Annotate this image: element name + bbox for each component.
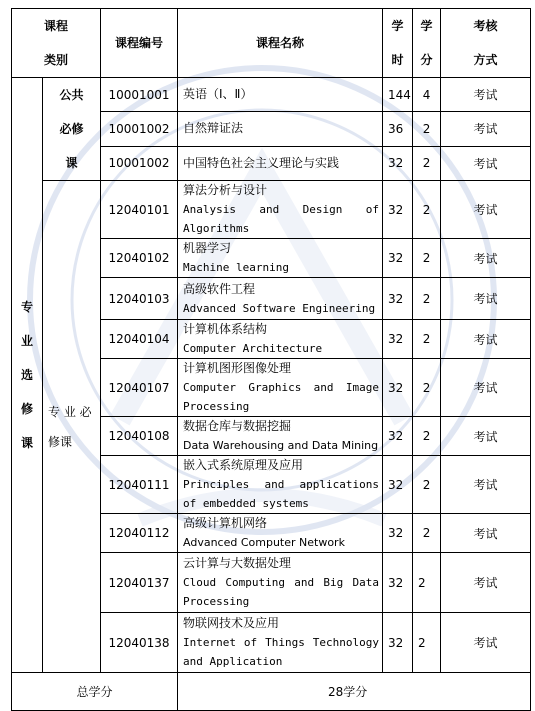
course-assessment: 考试 — [441, 239, 531, 278]
course-credits: 2 — [413, 613, 441, 673]
course-code: 10001002 — [101, 112, 178, 146]
table-row — [12, 181, 531, 239]
course-hours: 32 — [383, 146, 413, 180]
course-hours: 36 — [383, 112, 413, 146]
course-hours: 32 — [383, 181, 413, 239]
header-name: 课程名称 — [178, 9, 383, 78]
course-assessment: 考试 — [441, 320, 531, 359]
course-code: 10001002 — [101, 146, 178, 180]
course-assessment: 考试 — [441, 456, 531, 514]
header-assessment: 考核 方式 — [441, 9, 531, 78]
header-category: 课程 类别 — [12, 9, 101, 78]
course-hours: 32 — [383, 278, 413, 320]
course-credits: 2 — [413, 112, 441, 146]
course-code: 10001001 — [101, 78, 178, 112]
course-code: 12040101 — [101, 181, 178, 239]
course-hours: 32 — [383, 553, 413, 613]
course-hours: 32 — [383, 239, 413, 278]
course-credits: 2 — [413, 456, 441, 514]
course-name: 英语（Ⅰ、Ⅱ） — [178, 78, 383, 112]
course-hours: 32 — [383, 417, 413, 456]
course-assessment: 考试 — [441, 613, 531, 673]
course-code: 12040103 — [101, 278, 178, 320]
header-row — [12, 9, 531, 78]
course-assessment: 考试 — [441, 146, 531, 180]
curriculum-table — [11, 8, 531, 711]
course-name: 计算机图形图像处理 Computer Graphics and Image Processing — [178, 359, 383, 417]
total-credits-value: 28学分 — [178, 673, 531, 711]
course-assessment: 考试 — [441, 112, 531, 146]
course-credits: 2 — [413, 359, 441, 417]
course-code: 12040112 — [101, 514, 178, 553]
header-hours: 学 时 — [383, 9, 413, 78]
course-name: 算法分析与设计 Analysis and Design of Algorithms — [178, 181, 383, 239]
course-code: 12040104 — [101, 320, 178, 359]
course-hours: 32 — [383, 456, 413, 514]
table-row — [12, 78, 531, 112]
course-code: 12040137 — [101, 553, 178, 613]
course-assessment: 考试 — [441, 417, 531, 456]
course-assessment: 考试 — [441, 359, 531, 417]
course-assessment: 考试 — [441, 514, 531, 553]
course-credits: 2 — [413, 181, 441, 239]
course-assessment: 考试 — [441, 181, 531, 239]
course-hours: 32 — [383, 359, 413, 417]
course-credits: 2 — [413, 278, 441, 320]
course-name: 云计算与大数据处理 Cloud Computing and Big Data Processing — [178, 553, 383, 613]
course-code: 12040102 — [101, 239, 178, 278]
course-credits: 2 — [413, 553, 441, 613]
group-major-required: 专 业 必 修课 — [43, 181, 101, 673]
course-assessment: 考试 — [441, 553, 531, 613]
course-name: 中国特色社会主义理论与实践 — [178, 146, 383, 180]
course-name: 物联网技术及应用 Internet of Things Technology and Application — [178, 613, 383, 673]
course-credits: 4 — [413, 78, 441, 112]
course-code: 12040108 — [101, 417, 178, 456]
course-hours: 32 — [383, 514, 413, 553]
course-assessment: 考试 — [441, 78, 531, 112]
course-name: 计算机体系结构 Computer Architecture — [178, 320, 383, 359]
course-assessment: 考试 — [441, 278, 531, 320]
course-name: 机器学习 Machine learning — [178, 239, 383, 278]
group-public-required: 公共 必修 课 — [43, 78, 101, 181]
group-major-elective: 专 业 选 修 课 — [12, 78, 43, 673]
course-code: 12040111 — [101, 456, 178, 514]
header-code: 课程编号 — [101, 9, 178, 78]
course-credits: 2 — [413, 320, 441, 359]
course-name: 数据仓库与数据挖掘 Data Warehousing and Data Mining — [178, 417, 383, 456]
course-name: 自然辩证法 — [178, 112, 383, 146]
total-row — [12, 673, 531, 711]
course-name: 嵌入式系统原理及应用 Principles and applications of embedded systems — [178, 456, 383, 514]
course-hours: 32 — [383, 320, 413, 359]
course-code: 12040107 — [101, 359, 178, 417]
course-credits: 2 — [413, 239, 441, 278]
course-hours: 144 — [383, 78, 413, 112]
course-credits: 2 — [413, 146, 441, 180]
course-credits: 2 — [413, 417, 441, 456]
course-name: 高级软件工程 Advanced Software Engineering — [178, 278, 383, 320]
course-name: 高级计算机网络 Advanced Computer Network — [178, 514, 383, 553]
header-credits: 学 分 — [413, 9, 441, 78]
course-credits: 2 — [413, 514, 441, 553]
total-credits-label: 总学分 — [12, 673, 178, 711]
course-code: 12040138 — [101, 613, 178, 673]
course-hours: 32 — [383, 613, 413, 673]
